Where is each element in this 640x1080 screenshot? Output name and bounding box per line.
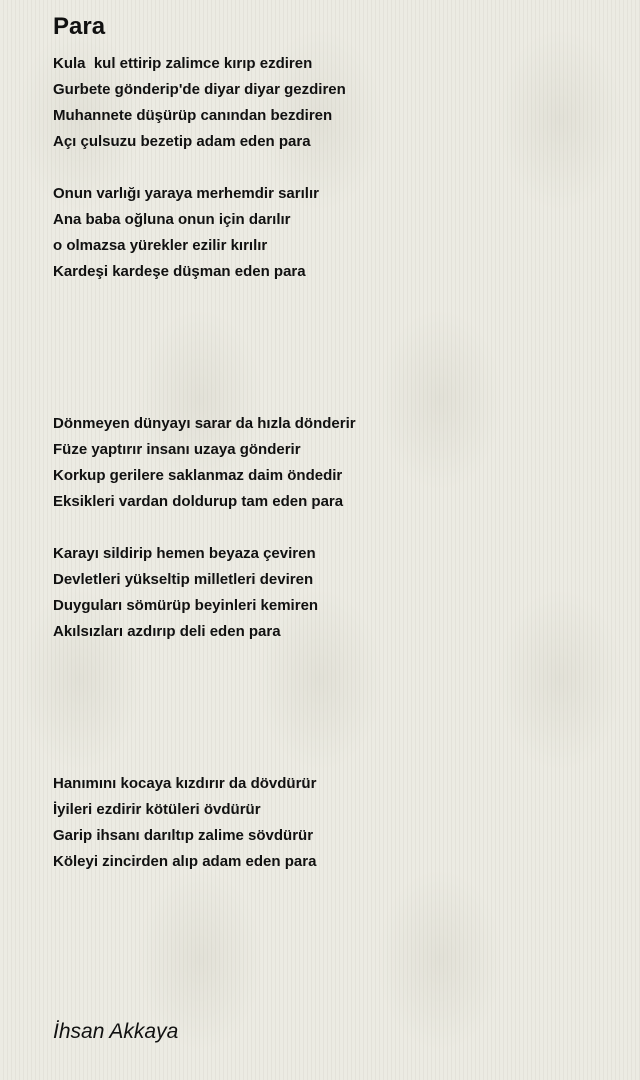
poem-line: Duyguları sömürüp beyinleri kemiren (53, 597, 319, 614)
poem-line: Garip ihsanı darıltıp zalime sövdürür (53, 827, 314, 844)
poem-line: Köleyi zincirden alıp adam eden para (53, 853, 317, 870)
poem-line: Devletleri yükseltip milletleri deviren (53, 571, 314, 588)
poem-line: Eksikleri vardan doldurup tam eden para (53, 493, 344, 510)
stanza-1 (53, 51, 346, 155)
poem-line: Açı çulsuzu bezetip adam eden para (53, 133, 311, 150)
poem-line: Ana baba oğluna onun için darılır (53, 211, 291, 228)
stanza-2 (53, 181, 319, 285)
poem-line: İyileri ezdirir kötüleri övdürür (53, 801, 261, 818)
poem-line: Onun varlığı yaraya merhemdir sarılır (53, 185, 319, 202)
stanza-5 (53, 771, 316, 875)
stanza-3 (53, 411, 356, 515)
poem-line: Gurbete gönderip'de diyar diyar gezdiren (53, 81, 346, 98)
poem-line: Muhannete düşürüp canından bezdiren (53, 107, 333, 124)
poem-line: Kula kul ettirip zalimce kırıp ezdiren (53, 55, 313, 72)
poem-line: Kardeşi kardeşe düşman eden para (53, 263, 306, 280)
poem-line: Füze yaptırır insanı uzaya gönderir (53, 441, 301, 458)
poem-line: Karayı sildirip hemen beyaza çeviren (53, 545, 316, 562)
poem-title: Para (53, 13, 106, 40)
stanza-4 (53, 541, 318, 645)
poem-line: Akılsızları azdırıp deli eden para (53, 623, 281, 640)
poem-line: Korkup gerilere saklanmaz daim öndedir (53, 467, 343, 484)
poem-line: Hanımını kocaya kızdırır da dövdürür (53, 775, 317, 792)
poem-line: Dönmeyen dünyayı sarar da hızla dönderir (53, 415, 356, 432)
poem-author: İhsan Akkaya (53, 1020, 179, 1043)
poem-line: o olmazsa yürekler ezilir kırılır (53, 237, 268, 254)
